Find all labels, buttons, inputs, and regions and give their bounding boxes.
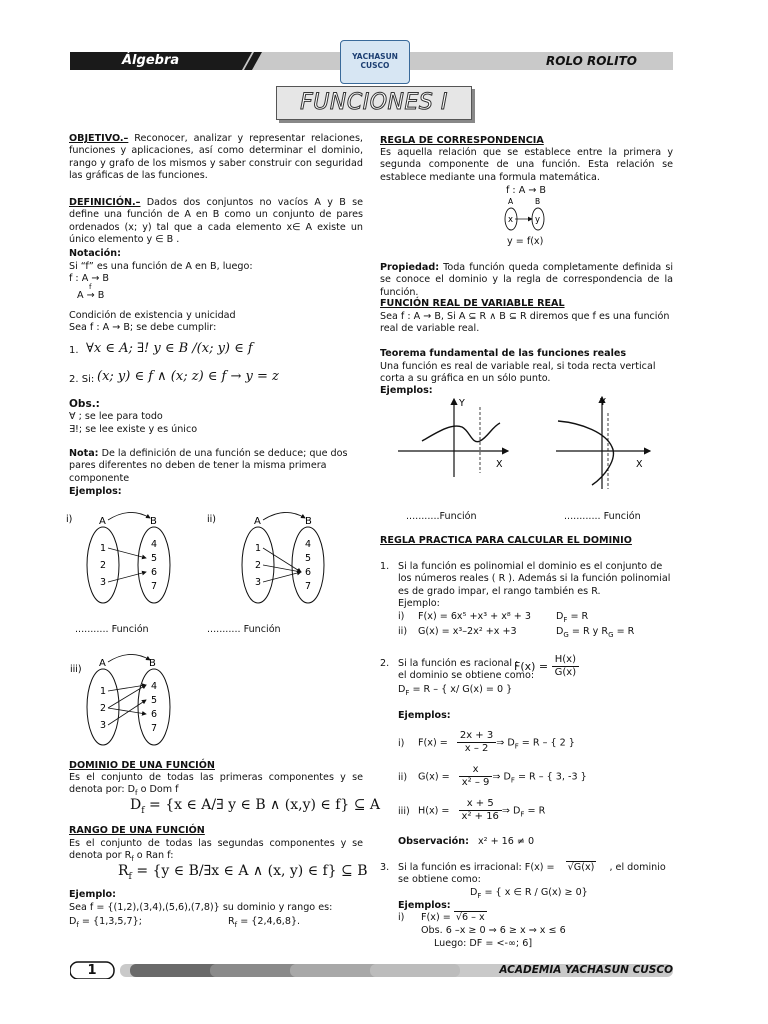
regla-y-eq: y = f(x) (507, 236, 544, 247)
teorema-heading: Teorema fundamental de las funciones reales (380, 348, 627, 359)
dominio-equation (130, 797, 380, 816)
diagram-iii-set-b: B (149, 658, 156, 669)
p2-example-3 (398, 798, 545, 823)
nota-text: De la definición de una función se deduce; que dos pares diferentes no deben de tener la misma primera componente (69, 448, 348, 484)
diagram-iii-a1: 1 (100, 686, 107, 697)
notacion-line-2: f : A → B (69, 273, 109, 284)
p3-paragraph (398, 862, 673, 887)
p3-i-label: F(x) = (421, 912, 451, 923)
nota-paragraph (69, 448, 363, 485)
graph-2-caption: ............ Función (564, 511, 641, 522)
graph-2-axis-y: Y (600, 397, 606, 408)
diagram-i-a3: 3 (100, 577, 107, 588)
dominio-text-2: o Dom f (137, 784, 179, 796)
e3-result: ⇒ D (501, 805, 521, 817)
mapping-diagram-i (66, 508, 186, 608)
p2-gx: G(x) (554, 667, 577, 678)
dominio-paragraph (69, 772, 363, 800)
p2-number: 2. (380, 658, 390, 669)
e2-num: x (459, 764, 493, 777)
diagram-i-b6: 6 (151, 567, 158, 578)
e1-label: F(x) = (418, 737, 448, 749)
e2-result-val: = R – { 3, -3 } (514, 771, 587, 783)
p2-example-1 (398, 730, 575, 755)
p3-number: 3. (380, 862, 390, 873)
nota-label: Nota: (69, 448, 99, 459)
regla-f: f : A → B (506, 185, 546, 196)
objetivo-paragraph (69, 133, 363, 182)
condicion-2-number: 2. Si: (69, 374, 95, 385)
diagram-iii-set-a: A (99, 658, 106, 669)
diagram-iii-b5: 5 (151, 695, 158, 706)
ejemplo-r-sub: f (234, 920, 238, 929)
p1-ii-expression: G(x) = x³–2x² +x +3 (418, 626, 517, 637)
obs-line-2: ∃!; se lee existe y es único (69, 424, 198, 435)
diagram-ii-set-b: B (305, 516, 312, 527)
p1-i-number: i) (398, 611, 405, 622)
condicion-line-2: Sea f : A → B; se debe cumplir: (69, 322, 217, 333)
real-heading: FUNCIÓN REAL DE VARIABLE REAL (380, 298, 565, 309)
diagram-i-set-a: A (99, 516, 106, 527)
rango-sub: f (131, 855, 134, 864)
ejemplos-label: Ejemplos: (69, 486, 122, 497)
graph-2-axis-x: X (636, 459, 643, 470)
ejemplo-d-sub: f (76, 920, 79, 929)
e1-den: x – 2 (464, 743, 489, 754)
regla-diagram-x: x (508, 215, 514, 225)
regla-diagram-y: y (535, 215, 541, 225)
obs-line-1: ∀ ; se lee para todo (69, 411, 163, 422)
p2-example-2 (398, 764, 587, 789)
p3-radical: √G(x) (567, 862, 595, 873)
diagram-iii-b6: 6 (151, 709, 158, 720)
p3-i-number: i) (398, 912, 405, 923)
diagram-ii-b5: 5 (305, 553, 312, 564)
rango-eq-r: R (118, 863, 129, 879)
logo (340, 40, 410, 84)
p2-d: D (398, 684, 406, 695)
obs-label: Obs.: (69, 398, 100, 410)
p3-d: D (470, 887, 478, 898)
p1-ejemplo-label: Ejemplo: (398, 598, 440, 609)
e2-label: G(x) = (418, 771, 450, 783)
e2-number: ii) (398, 771, 408, 783)
propiedad-label: Propiedad: (380, 262, 440, 273)
p1-i-val: = R (567, 611, 589, 622)
rango-text-2: o Ran f: (133, 850, 174, 862)
ejemplo-label: Ejemplo: (69, 889, 116, 900)
rango-heading: RANGO DE UNA FUNCIÓN (69, 825, 205, 836)
diagram-i-caption: ........... Función (75, 624, 149, 635)
p3-text-2: , el dominio se obtiene como: (398, 862, 666, 886)
diagram-iii-b4: 4 (151, 681, 158, 692)
ejemplo-d: D (69, 916, 77, 927)
e1-num: 2x + 3 (457, 730, 496, 743)
regla-diagram-a: A (508, 197, 514, 206)
notacion-label: Notación: (69, 248, 121, 259)
diagram-ii-caption: ........... Función (207, 624, 281, 635)
p1-ii-sub-2: G (608, 630, 614, 639)
p2-text-2: el dominio se obtiene como: (398, 670, 535, 681)
rango-eq-sub: f (128, 871, 132, 882)
diagram-i-b4: 4 (151, 539, 158, 550)
objetivo-text: Reconocer, analizar y representar relaciones, funciones y aplicaciones, así como determinar el dominio, rango y grafo de los mismos y saber construir con seguridad las gráficas de las funciones. (69, 133, 363, 181)
p2-ejemplos-label: Ejemplos: (398, 710, 451, 721)
p1-i-sub: F (563, 615, 568, 624)
diagram-i-set-b: B (150, 516, 157, 527)
p3-ejemplos-label: Ejemplos: (398, 900, 451, 911)
practica-heading: REGLA PRACTICA PARA CALCULAR EL DOMINIO (380, 535, 632, 546)
diagram-ii-label: ii) (207, 514, 216, 525)
p3-i-expression (421, 912, 487, 924)
p1-ii-val: = R y R (568, 626, 609, 637)
dominio-heading: DOMINIO DE UNA FUNCIÓN (69, 760, 215, 771)
diagram-ii-b6: 6 (305, 567, 312, 578)
regla-text: Es aquella relación que se establece entre la primera y segunda componente de una función. Esta relación se establece mediante una formula matemática. (380, 147, 673, 183)
diagram-ii-b4: 4 (305, 539, 312, 550)
regla-heading: REGLA DE CORRESPONDENCIA (380, 135, 544, 146)
notacion-f-label: f (89, 283, 92, 291)
e3-result-val: = R (524, 805, 546, 817)
diagram-i-a1: 1 (100, 543, 107, 554)
p3-radicand: G(x) (573, 862, 595, 873)
header-author: ROLO ROLITO (546, 54, 637, 68)
ejemplo-dominio (69, 916, 142, 931)
rango-paragraph (69, 838, 363, 866)
p1-ii-result (556, 626, 634, 641)
dominio-sub: f (135, 789, 138, 798)
p2-fx: F(x) = (514, 660, 549, 673)
p2-d-val: = R – { x/ G(x) = 0 } (409, 684, 513, 695)
e3-den: x² + 16 (461, 811, 499, 822)
notacion-line-3: A → B (77, 290, 105, 301)
teorema-text: Una función es real de variable real, si toda recta vertical corta a su gráfica en un sólo punto. (380, 361, 656, 385)
ejemplo-d-val: = {1,3,5,7}; (78, 916, 143, 927)
p2-d-sub: F (405, 688, 410, 697)
p1-i-expression: F(x) = 6x⁵ +x³ + x⁸ + 3 (418, 611, 531, 622)
dominio-eq-sub: f (141, 805, 145, 816)
p1-number: 1. (380, 561, 390, 572)
regla-diagram (496, 196, 556, 236)
p2-hx: H(x) (552, 654, 579, 667)
propiedad-text: Toda función queda completamente definida si se conoce el dominio y la regla de correspondencia de la función. (380, 262, 673, 298)
objetivo-label: OBJETIVO.– (69, 133, 129, 144)
p3-dominio (470, 887, 588, 902)
diagram-iii-label: iii) (70, 664, 82, 675)
condicion-line-1: Condición de existencia y unicidad (69, 310, 236, 321)
ejemplo-line-1: Sea f = {(1,2),(3,4),(5,6),(7,8)} su dominio y rango es: (69, 902, 333, 913)
notacion-line-1: Si “f” es una función de A en B, luego: (69, 261, 253, 272)
observacion-label: Observación: (398, 836, 469, 847)
e3-num: x + 5 (459, 798, 502, 811)
ejemplos-right-label: Ejemplos: (380, 385, 433, 396)
p1-ii-sub: G (563, 630, 569, 639)
ejemplo-r: R (228, 916, 235, 927)
diagram-iii-a3: 3 (100, 720, 107, 731)
e1-result-sub: F (514, 742, 519, 751)
diagram-ii-b7: 7 (305, 581, 312, 592)
mapping-diagram-iii (70, 652, 190, 752)
condicion-1-number: 1. (69, 345, 79, 356)
definicion-text: Dados dos conjuntos no vacíos A y B se define una función de A en B como un conjunto de pares ordenados (x; y) tal que a cada elemento x∈ A existe un único elemento y ∈ B . (69, 197, 363, 245)
rango-eq-rest: = {y ∈ B/∃x ∈ A ∧ (x, y) ∈ f} ⊆ B (131, 863, 368, 879)
diagram-ii-set-a: A (254, 516, 261, 527)
p2-dominio (398, 684, 512, 699)
p3-i-radicand: 6 – x (461, 912, 485, 923)
observacion-equation: x² + 16 ≠ 0 (478, 836, 535, 847)
graph-1-caption: ...........Función (406, 511, 477, 522)
logo-line-2: CUSCO (360, 61, 390, 70)
graph-1-axis-x: X (496, 459, 503, 470)
ejemplo-rango (228, 916, 300, 931)
diagram-iii-a2: 2 (100, 703, 107, 714)
diagram-iii-b7: 7 (151, 723, 158, 734)
definicion-label: DEFINICIÓN.– (69, 197, 141, 208)
diagram-ii-a2: 2 (255, 560, 262, 571)
diagram-i-a2: 2 (100, 560, 107, 571)
graph-function-2 (552, 393, 662, 493)
e1-result-val: = R – { 2 } (518, 737, 575, 749)
e3-result-sub: F (520, 810, 525, 819)
p3-d-sub: F (477, 891, 482, 900)
p1-ii-d: D (556, 626, 564, 637)
p1-text: Si la función es polinomial el dominio es el conjunto de los números reales ( R ). Además si la función polinomial es de grado impar, el rango también es R. (398, 561, 671, 597)
p1-ii-val-2: = R (613, 626, 635, 637)
logo-line-1: YACHASUN (352, 52, 398, 61)
p2-text-1: Si la función es racional : (398, 658, 519, 669)
real-text: Sea f : A → B, Si A ⊆ R ∧ B ⊆ R diremos que f es una función real de variable real. (380, 311, 670, 335)
diagram-i-b7: 7 (151, 581, 158, 592)
e2-result-sub: F (510, 776, 515, 785)
diagram-i-label: i) (66, 514, 73, 525)
graph-function-1 (396, 393, 516, 483)
mapping-diagram-ii (207, 508, 327, 608)
regla-diagram-b: B (535, 197, 541, 206)
dominio-eq-d: D (130, 797, 142, 813)
rango-text: Es el conjunto de todas las segundas componentes y se denota por R (69, 838, 363, 862)
condicion-1-equation: ∀x ∈ A; ∃! y ∈ B /(x; y) ∈ f (86, 341, 253, 356)
diagram-ii-a1: 1 (255, 543, 262, 554)
ejemplo-r-val: = {2,4,6,8}. (237, 916, 301, 927)
page-title: FUNCIONES I (276, 86, 472, 120)
footer-academy: ACADEMIA YACHASUN CUSCO (499, 964, 673, 976)
condicion-2-equation: (x; y) ∈ f ∧ (x; z) ∈ f → y = z (97, 369, 279, 384)
p1-ii-number: ii) (398, 626, 408, 637)
e2-result: ⇒ D (492, 771, 511, 783)
p3-luego: Luego: DF = <-∞; 6] (434, 938, 533, 949)
dominio-eq-rest: = {x ∈ A/∃ y ∈ B ∧ (x,y) ∈ f} ⊆ A (144, 797, 381, 813)
p1-i-result (556, 611, 588, 626)
dominio-text: Es el conjunto de todas las primeras componentes y se denota por: D (69, 772, 363, 796)
p3-i-radical: √6 – x (455, 912, 485, 923)
e3-label: H(x) = (418, 805, 450, 817)
p1-i-d: D (556, 611, 564, 622)
page-number: 1 (87, 963, 97, 978)
definicion-paragraph (69, 197, 363, 246)
p3-obs: Obs. 6 –x ≥ 0 ⇒ 6 ≥ x ⇒ x ≤ 6 (421, 925, 566, 936)
rango-equation (118, 863, 368, 882)
header-subject: Álgebra (70, 52, 238, 70)
header-bar-slant (238, 52, 278, 70)
propiedad-paragraph (380, 262, 673, 299)
diagram-i-b5: 5 (151, 553, 158, 564)
p3-d-val: = { x ∈ R / G(x) ≥ 0} (481, 887, 588, 898)
e3-number: iii) (398, 805, 410, 817)
diagram-ii-a3: 3 (255, 577, 262, 588)
graph-1-axis-y: Y (459, 398, 465, 409)
p3-text-1: Si la función es irracional: F(x) = (398, 862, 555, 873)
e1-number: i) (398, 737, 405, 749)
e2-den: x² – 9 (461, 777, 490, 788)
e1-result: ⇒ D (496, 737, 515, 749)
